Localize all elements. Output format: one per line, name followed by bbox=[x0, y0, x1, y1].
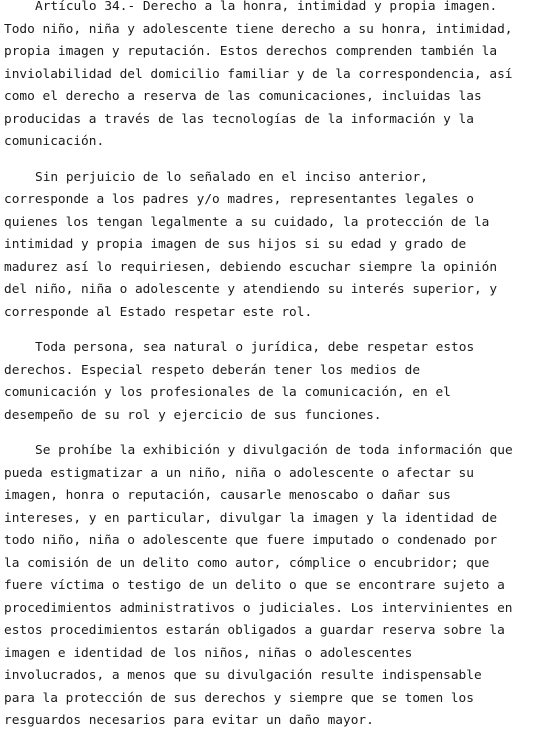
text-line: del niño, niña o adolescente y atendiendo su interés superior, y bbox=[4, 282, 498, 297]
text-line: estos procedimientos estarán obligados a guardar reserva sobre la bbox=[4, 623, 505, 638]
text-line: intimidad y propia imagen de sus hijos si su edad y grado de bbox=[4, 237, 467, 252]
text-line: comunicación. bbox=[4, 134, 105, 149]
paragraph-parental-protection bbox=[4, 167, 533, 325]
text-line: producidas a través de las tecnologías de la información y la bbox=[4, 111, 474, 127]
text-line: involucrados, a menos que su divulgación resulte indispensable bbox=[4, 668, 482, 683]
text-line: comunicación y los profesionales de la comunicación, en el bbox=[4, 385, 451, 400]
text-line: Todo niño, niña y adolescente tiene derecho a su honra, intimidad, bbox=[4, 21, 513, 37]
text-line: la comisión de un delito como autor, cómplice o encubridor; que bbox=[4, 555, 490, 571]
text-line: derechos. Especial respeto deberán tener los medios de bbox=[4, 362, 421, 378]
paragraph-article-heading bbox=[4, 0, 533, 154]
text-line: Sin perjuicio de lo señalado en el inciso anterior, bbox=[35, 169, 428, 185]
text-line: desempeño de su rol y ejercicio de sus funciones. bbox=[4, 407, 382, 423]
text-line: imagen e identidad de los niños, niñas o adolescentes bbox=[4, 645, 413, 661]
text-line: corresponde a los padres y/o madres, representantes legales o bbox=[4, 192, 474, 207]
text-line: para la protección de sus derechos y siempre que se tomen los bbox=[4, 690, 474, 706]
text-line: imagen, honra o reputación, causarle menoscabo o dañar sus bbox=[4, 488, 451, 503]
text-line: inviolabilidad del domicilio familiar y de la correspondencia, así bbox=[4, 66, 513, 82]
text-line: como el derecho a reserva de las comunicaciones, incluidas las bbox=[4, 89, 482, 104]
text-line: todo niño, niña o adolescente que fuere imputado o condenado por bbox=[4, 533, 498, 548]
paragraph-disclosure-prohibition bbox=[4, 440, 533, 733]
text-line: Se prohíbe la exhibición y divulgación de toda información que bbox=[35, 443, 513, 458]
text-line: Toda persona, sea natural o jurídica, debe respetar estos bbox=[35, 340, 475, 355]
text-line: pueda estigmatizar a un niño, niña o adolescente o afectar su bbox=[4, 465, 474, 481]
text-line: intereses, y en particular, divulgar la imagen y la identidad de bbox=[4, 510, 498, 526]
text-line: corresponde al Estado respetar este rol. bbox=[4, 304, 313, 320]
text-line: quienes los tengan legalmente a su cuidado, la protección de la bbox=[4, 214, 490, 230]
text-line: procedimientos administrativos o judiciales. Los intervinientes en bbox=[4, 600, 513, 616]
paragraph-media-respect bbox=[4, 337, 533, 427]
text-line: madurez así lo requiriesen, debiendo escuchar siempre la opinión bbox=[4, 259, 498, 275]
text-line: propia imagen y reputación. Estos derechos comprenden también la bbox=[4, 44, 498, 59]
text-line: Artículo 34.- Derecho a la honra, intimidad y propia imagen. bbox=[35, 0, 498, 14]
text-line: resguardos necesarios para evitar un daño mayor. bbox=[4, 713, 374, 728]
text-line: fuere víctima o testigo de un delito o que se encontrare sujeto a bbox=[4, 578, 505, 593]
